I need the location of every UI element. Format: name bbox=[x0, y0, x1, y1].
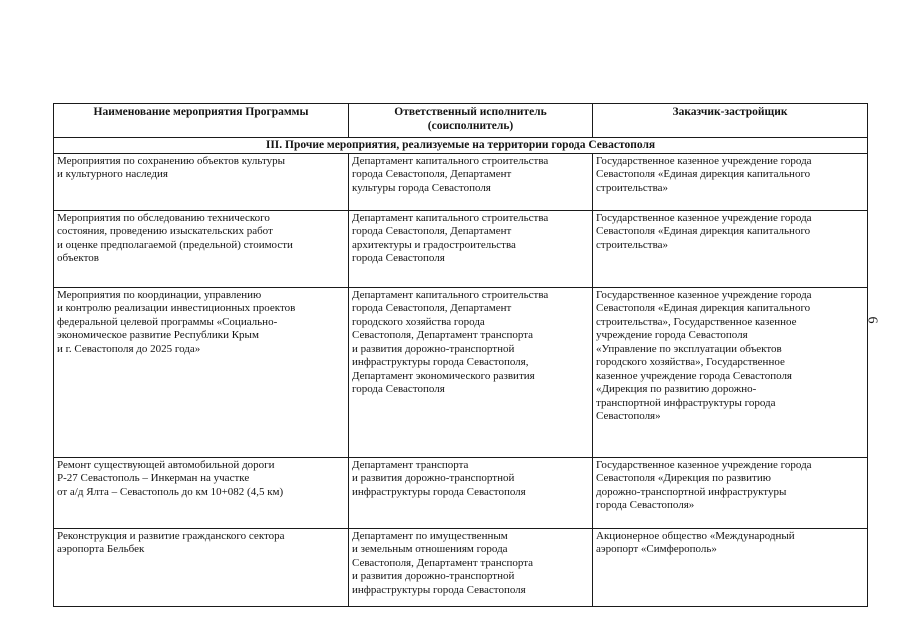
cell-text-line: и культурного наследия bbox=[57, 168, 168, 180]
cell-text-line: учреждение города Севастополя bbox=[596, 329, 748, 341]
cell-text-line: федеральной целевой программы «Социально- bbox=[57, 315, 278, 328]
cell-text-line: и развития дорожно-транспортной bbox=[352, 570, 515, 582]
cell-text-line: и г. Севастополя до 2025 года» bbox=[57, 342, 201, 355]
table-row bbox=[54, 210, 868, 287]
header-program-activity: Наименование мероприятия Программы bbox=[54, 104, 349, 138]
cell-text-line: аэропорта Бельбек bbox=[57, 543, 145, 555]
page-number: 6 bbox=[864, 316, 880, 324]
cell-text-line: Акционерное общество «Международный bbox=[596, 529, 795, 542]
cell-text-line: города Севастополя bbox=[352, 383, 445, 395]
cell-text-line: инфраструктуры города Севастополя bbox=[352, 583, 526, 596]
activity-name-cell bbox=[54, 457, 349, 528]
table-row bbox=[54, 528, 868, 606]
cell-text-line: Мероприятия по обследованию технического bbox=[57, 211, 270, 224]
activity-name-cell bbox=[54, 287, 349, 457]
cell-text-line: города Севастополя bbox=[352, 252, 445, 264]
cell-text-line: инфраструктуры города Севастополя bbox=[352, 485, 526, 498]
section-title: III. Прочие мероприятия, реализуемые на территории города Севастополя bbox=[54, 138, 868, 154]
cell-text-line: дорожно-транспортной инфраструктуры bbox=[596, 485, 787, 498]
customer-developer-cell bbox=[593, 287, 868, 457]
cell-text-line: инфраструктуры города Севастополя, bbox=[352, 356, 529, 368]
responsible-executor-cell bbox=[349, 210, 593, 287]
cell-text-line: Департамент транспорта bbox=[352, 458, 469, 471]
section-title-row bbox=[54, 138, 868, 154]
cell-text-line: Государственное казенное учреждение города bbox=[596, 458, 812, 471]
responsible-executor-cell bbox=[349, 153, 593, 210]
cell-text-line: строительства» bbox=[596, 238, 669, 251]
cell-text-line: города Севастополя, Департамент bbox=[352, 302, 512, 314]
cell-text-line: экономическое развитие Республики Крым bbox=[57, 329, 259, 341]
cell-text-line: объектов bbox=[57, 252, 99, 264]
cell-text-line: казенное учреждение города Севастополя bbox=[596, 369, 792, 382]
cell-text-line: «Управление по эксплуатации объектов bbox=[596, 342, 782, 355]
cell-text-line: культуры города Севастополя bbox=[352, 181, 491, 194]
table-row bbox=[54, 457, 868, 528]
header-responsible-executor bbox=[349, 104, 593, 138]
header-executor-line: (соисполнитель) bbox=[427, 119, 514, 132]
table-row bbox=[54, 153, 868, 210]
cell-text-line: Севастополя, Департамент транспорта bbox=[352, 329, 534, 341]
responsible-executor-cell bbox=[349, 287, 593, 457]
cell-text-line: архитектуры и градостроительства bbox=[352, 238, 516, 251]
cell-text-line: и земельным отношениям города bbox=[352, 543, 508, 555]
activity-name-cell bbox=[54, 210, 349, 287]
responsible-executor-cell bbox=[349, 528, 593, 606]
cell-text-line: Севастополя «Единая дирекция капитального bbox=[596, 225, 811, 237]
cell-text-line: Севастополя «Дирекция по развитию bbox=[596, 472, 771, 484]
cell-text-line: транспортной инфраструктуры города bbox=[596, 396, 776, 409]
cell-text-line: «Дирекция по развитию дорожно- bbox=[596, 383, 757, 395]
cell-text-line: Департамент капитального строительства bbox=[352, 154, 549, 167]
cell-text-line: городского хозяйства города bbox=[352, 315, 485, 328]
cell-text-line: Мероприятия по координации, управлению bbox=[57, 288, 262, 301]
cell-text-line: Государственное казенное учреждение города bbox=[596, 288, 812, 301]
cell-text-line: Департамент капитального строительства bbox=[352, 288, 549, 301]
cell-text-line: Департамент экономического развития bbox=[352, 369, 535, 382]
cell-text-line: Ремонт существующей автомобильной дороги bbox=[57, 458, 275, 471]
cell-text-line: состояния, проведению изыскательских работ bbox=[57, 225, 273, 237]
activity-name-cell bbox=[54, 528, 349, 606]
cell-text-line: строительства» bbox=[596, 181, 669, 194]
cell-text-line: Реконструкция и развитие гражданского сектора bbox=[57, 529, 285, 542]
customer-developer-cell bbox=[593, 153, 868, 210]
cell-text-line: Государственное казенное учреждение города bbox=[596, 211, 812, 224]
header-executor-line: Ответственный исполнитель bbox=[394, 106, 547, 118]
activity-name-cell bbox=[54, 153, 349, 210]
cell-text-line: Севастополя «Единая дирекция капитального bbox=[596, 168, 811, 180]
cell-text-line: аэропорт «Симферополь» bbox=[596, 543, 717, 555]
customer-developer-cell bbox=[593, 457, 868, 528]
cell-text-line: города Севастополя» bbox=[596, 499, 695, 511]
cell-text-line: Севастополя «Единая дирекция капитального bbox=[596, 302, 811, 314]
cell-text-line: Севастополя, Департамент транспорта bbox=[352, 556, 534, 569]
cell-text-line: города Севастополя, Департамент bbox=[352, 168, 512, 180]
cell-text-line: и развития дорожно-транспортной bbox=[352, 342, 515, 355]
cell-text-line: Мероприятия по сохранению объектов культуры bbox=[57, 154, 286, 167]
table-header-row bbox=[54, 104, 868, 138]
cell-text-line: Р-27 Севастополь – Инкерман на участке bbox=[57, 472, 250, 484]
cell-text-line: и развития дорожно-транспортной bbox=[352, 472, 515, 484]
customer-developer-cell bbox=[593, 528, 868, 606]
program-table bbox=[53, 103, 868, 607]
table-row bbox=[54, 287, 868, 457]
header-customer-developer: Заказчик-застройщик bbox=[593, 104, 868, 138]
cell-text-line: Севастополя» bbox=[596, 410, 661, 422]
cell-text-line: и контролю реализации инвестиционных проектов bbox=[57, 302, 296, 314]
cell-text-line: Департамент по имущественным bbox=[352, 529, 508, 542]
cell-text-line: городского хозяйства», Государственное bbox=[596, 356, 785, 368]
cell-text-line: и оценке предполагаемой (предельной) стоимости bbox=[57, 238, 293, 251]
cell-text-line: от а/д Ялта – Севастополь до км 10+082 (4,5 км) bbox=[57, 485, 284, 498]
cell-text-line: города Севастополя, Департамент bbox=[352, 225, 512, 237]
cell-text-line: строительства», Государственное казенное bbox=[596, 315, 797, 328]
customer-developer-cell bbox=[593, 210, 868, 287]
cell-text-line: Государственное казенное учреждение города bbox=[596, 154, 812, 167]
table-body bbox=[54, 138, 868, 607]
cell-text-line: Департамент капитального строительства bbox=[352, 211, 549, 224]
responsible-executor-cell bbox=[349, 457, 593, 528]
